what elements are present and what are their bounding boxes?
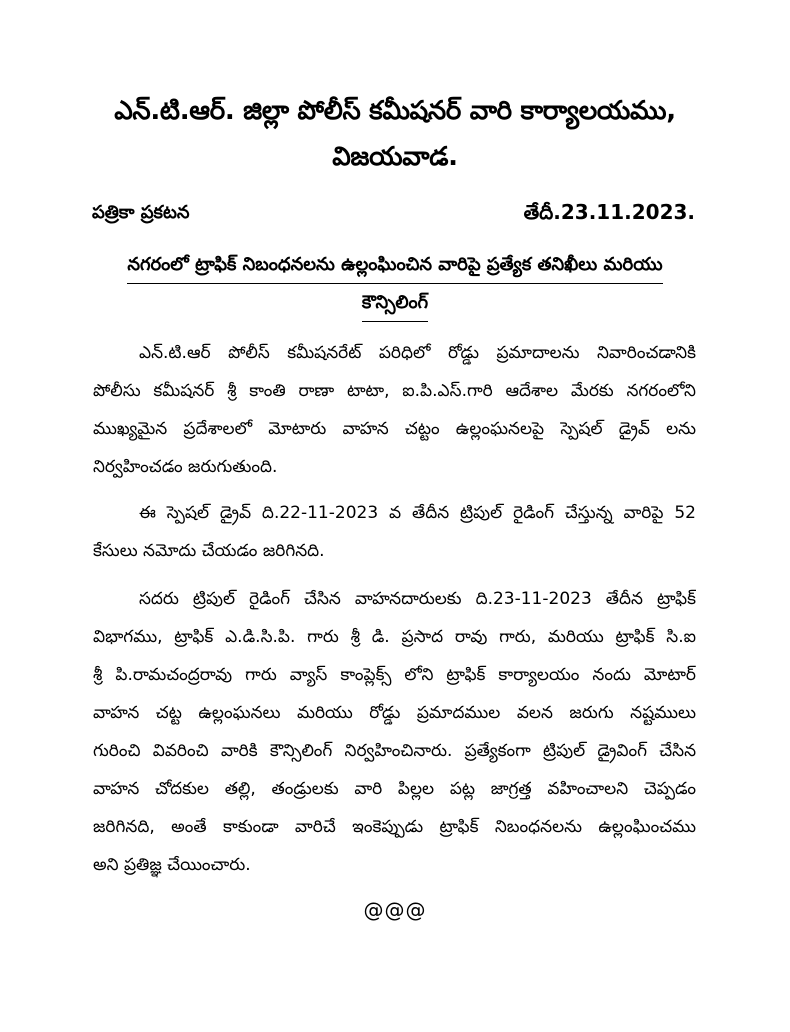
paragraph-line: జరిగినది, అంతే కాకుండా వారిచే ఇంకెప్పుడు ట్రాఫిక్ నిబంధనలను ఉల్లంఘించము (93, 817, 696, 837)
subject-text-2: కౌన్సిలింగ్ (362, 292, 428, 322)
paragraph-line: అని ప్రతిజ్ఞ చేయించారు. (93, 855, 251, 875)
subject-text-1: నగరంలో ట్రాఫిక్ నిబంధనలను ఉల్లంఘించిన వారిపై ప్రత్యేక తనిఖీలు మరియు (127, 254, 662, 284)
paragraph-line: విభాగము, ట్రాఫిక్ ఎ.డి.సి.పి. గారు శ్రీ డి. ప్రసాద రావు గారు, మరియు ట్రాఫిక్ సి.ఐ (93, 627, 696, 647)
paragraph-line: శ్రీ పి.రామచంద్రరావు గారు వ్యాస్ కాంప్లెక్స్ లోని ట్రాఫిక్ కార్యాలయం నందు మోటార్ (93, 665, 696, 685)
paragraph-line: కేసులు నమోదు చేయడం జరిగినది. (93, 541, 325, 561)
paragraph-line: వాహన చట్ట ఉల్లంఘనలు మరియు రోడ్డు ప్రమాదముల వలన జరుగు నష్టములు (93, 703, 696, 723)
subject-line-2 (0, 292, 790, 322)
paragraph-line: పోలీసు కమీషనర్ శ్రీ కాంతి రాణా టాటా, ఐ.పి.ఎస్.గారి ఆదేశాల మేరకు నగరంలోని (93, 381, 696, 401)
subject-line-1 (0, 254, 790, 284)
signoff-mark: @@@ (363, 898, 427, 922)
office-title: ఎన్.టి.ఆర్. జిల్లా పోలీస్ కమీషనర్ వారి కార్యాలయము, (114, 96, 676, 126)
paragraph-line: గురించి వివరించి వారికి కౌన్సిలింగ్ నిర్వహించినారు. ప్రత్యేకంగా ట్రిపుల్ డ్రైవింగ్ చేసిన (93, 741, 696, 761)
paragraph-line: ఎన్.టి.ఆర్ పోలీస్ కమీషనరేట్ పరిధిలో రోడ్డు ప్రమాదాలను నివారించడానికి (139, 343, 696, 363)
paragraph-line: ఈ స్పెషల్ డ్రైవ్ ది.22-11-2023 వ తేదీన ట్రిపుల్ రైడింగ్ చేస్తున్న వారిపై 52 (139, 503, 696, 523)
paragraph-line: వాహన చోదకుల తల్లి, తండ్రులకు వారి పిల్లల పట్ల జాగ్రత్త వహించాలని చెప్పడం (93, 779, 696, 799)
release-date: తేదీ.23.11.2023. (523, 200, 695, 224)
paragraph-line: ముఖ్యమైన ప్రదేశాలలో మోటారు వాహన చట్టం ఉల్లంఘనలపై స్పెషల్ డ్రైవ్ లను (93, 419, 696, 439)
press-release-label: పత్రికా ప్రకటన (92, 202, 190, 223)
paragraph-2 (93, 494, 696, 570)
office-city: విజయవాడ. (332, 142, 458, 172)
paragraph-3 (93, 580, 696, 884)
paragraph-1 (93, 334, 696, 486)
paragraph-line: నిర్వహించడం జరుగుతుంది. (93, 457, 278, 477)
paragraph-line: సదరు ట్రిపుల్ రైడింగ్ చేసిన వాహనదారులకు ది.23-11-2023 తేదీన ట్రాఫిక్ (139, 589, 696, 609)
